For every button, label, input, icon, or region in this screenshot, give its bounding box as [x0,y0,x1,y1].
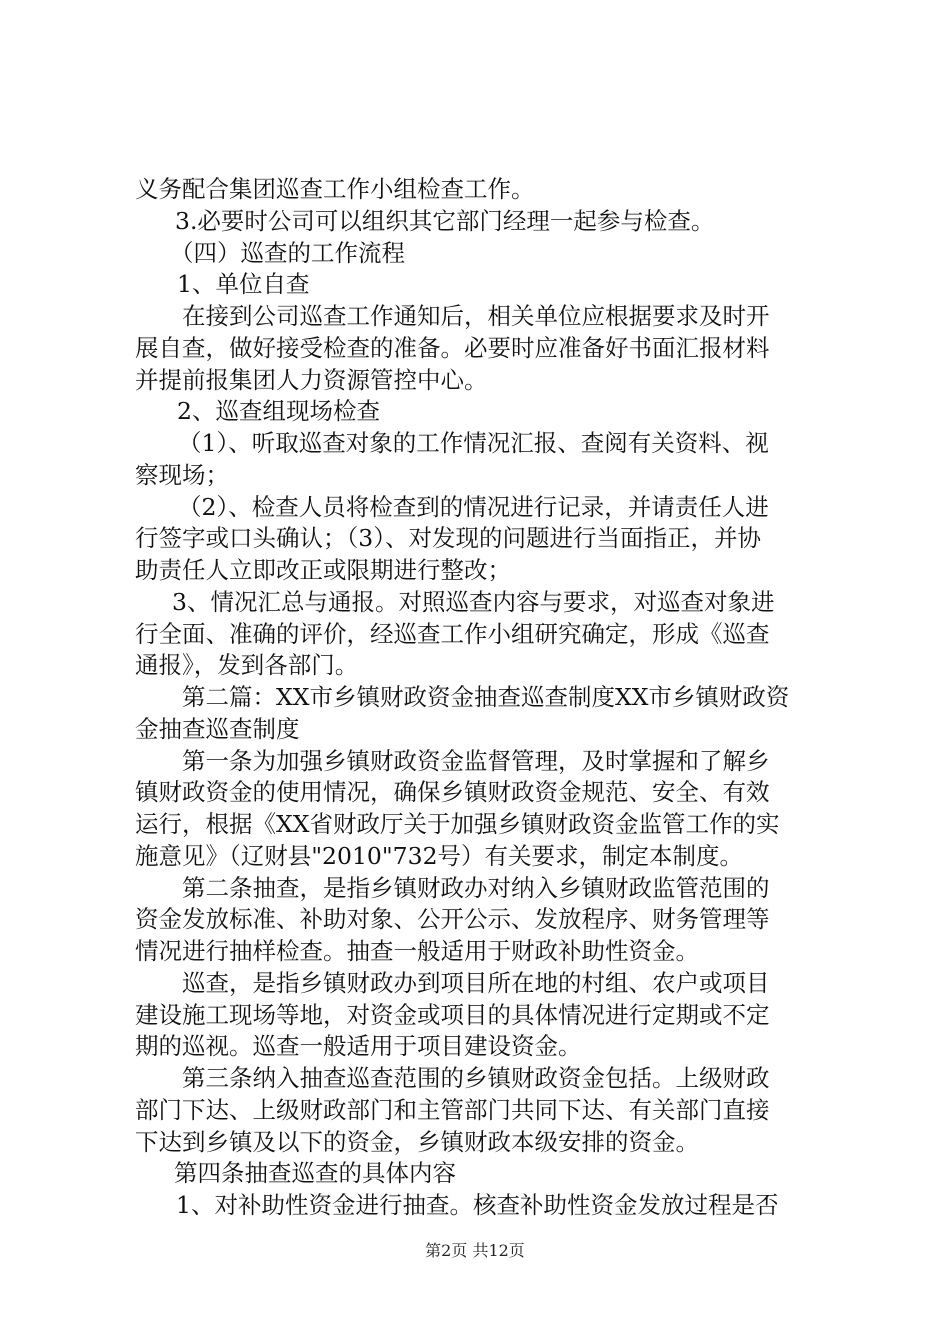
text-line: 1、对补助性资金进行抽查。核查补助性资金发放过程是否 [176,1191,779,1219]
text-line: 通报》，发到各部门。 [135,651,359,679]
text-line: （2）、检查人员将检查到的情况进行记录，并请责任人进 [178,493,769,521]
text-line: （1）、听取巡查对象的工作情况汇报、查阅有关资料、视 [178,429,769,457]
text-line: 第二条抽查，是指乡镇财政办对纳入乡镇财政监管范围的 [182,874,770,902]
text-line: 下达到乡镇及以下的资金，乡镇财政本级安排的资金。 [135,1128,699,1156]
text-line: 部门下达、上级财政部门和主管部门共同下达、有关部门直接 [135,1096,770,1124]
text-line: 3、情况汇总与通报。对照巡查内容与要求，对巡查对象进 [172,588,775,616]
text-line: 展自查，做好接受检查的准备。必要时应准备好书面汇报材料 [135,334,770,362]
text-line: 义务配合集团巡查工作小组检查工作。 [135,175,535,203]
text-line: 并提前报集团人力资源管控中心。 [135,366,488,394]
text-line: 施意见》（辽财县"2010"732号）有关要求，制定本制度。 [135,842,744,870]
text-line: 巡查，是指乡镇财政办到项目所在地的村组、农户或项目 [182,969,770,997]
page-number-footer: 第2页 共12页 [425,1241,525,1260]
text-line: 建设施工现场等地，对资金或项目的具体情况进行定期或不定 [135,1001,770,1029]
text-line: 第二篇：XX市乡镇财政资金抽查巡查制度XX市乡镇财政资 [182,683,790,711]
text-line: 2、巡查组现场检查 [177,397,380,425]
text-line: 察现场； [135,461,229,489]
text-line: 镇财政资金的使用情况，确保乡镇财政资金规范、安全、有效 [135,778,770,806]
text-line: 第一条为加强乡镇财政资金监督管理，及时掌握和了解乡 [182,747,770,775]
text-line: 资金发放标准、补助对象、公开公示、发放程序、财务管理等 [135,905,770,933]
text-line: 在接到公司巡查工作通知后，相关单位应根据要求及时开 [182,302,770,330]
text-line: 情况进行抽样检查。抽查一般适用于财政补助性资金。 [135,937,699,965]
text-line: （四）巡查的工作流程 [170,239,405,267]
text-line: 行签字或口头确认；（3）、对发现的问题进行当面指正，并协 [135,524,761,552]
text-line: 期的巡视。巡查一般适用于项目建设资金。 [135,1032,582,1060]
text-line: 助责任人立即改正或限期进行整改； [135,556,511,584]
text-line: 第四条抽查巡查的具体内容 [174,1159,456,1187]
text-line: 行全面、准确的评价，经巡查工作小组研究确定，形成《巡查 [135,620,770,648]
text-line: 3.必要时公司可以组织其它部门经理一起参与检查。 [175,207,715,235]
text-line: 1、单位自查 [177,270,310,298]
text-line: 第三条纳入抽查巡查范围的乡镇财政资金包括。上级财政 [182,1064,770,1092]
text-line: 金抽查巡查制度 [135,715,300,743]
text-line: 运行，根据《XX省财政厅关于加强乡镇财政资金监管工作的实 [135,810,780,838]
